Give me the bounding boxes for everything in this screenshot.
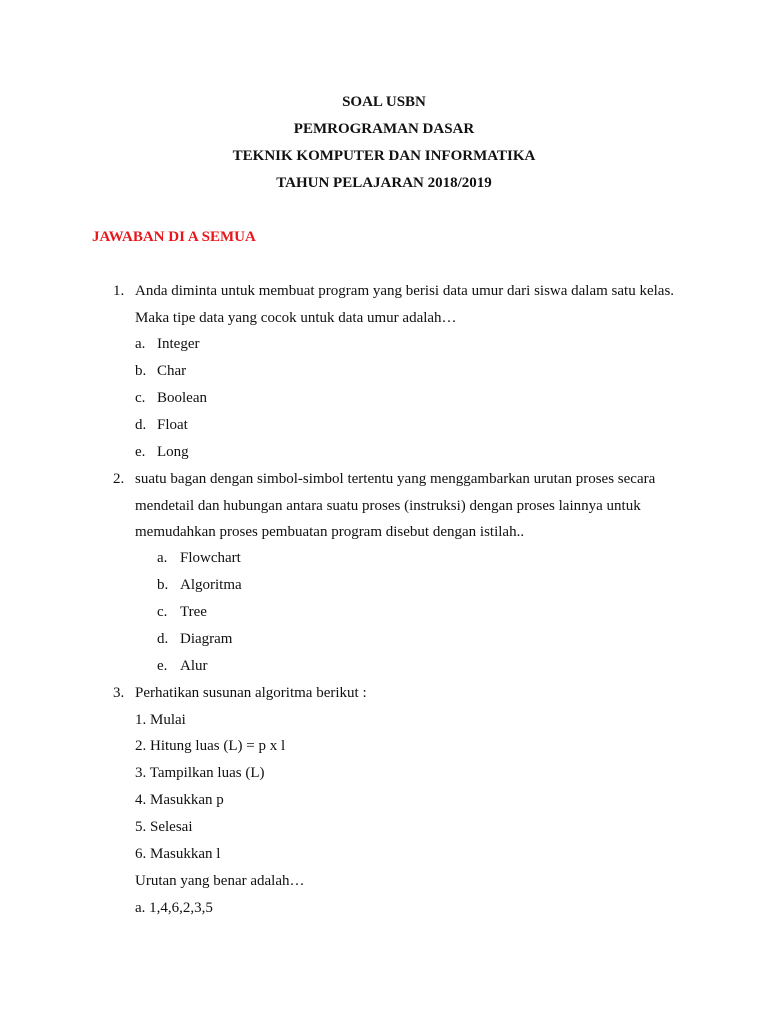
option-letter: d.	[135, 417, 147, 433]
option-letter: c.	[157, 604, 168, 620]
option-letter: a.	[157, 550, 168, 566]
option-text: Tree	[180, 604, 207, 620]
option-text: Float	[157, 417, 188, 433]
option-text: Integer	[157, 336, 200, 352]
option-text: Flowchart	[180, 550, 241, 566]
algorithm-step: 5. Selesai	[135, 819, 193, 835]
option-letter: c.	[135, 390, 146, 406]
answer-note: JAWABAN DI A SEMUA	[92, 229, 256, 245]
algorithm-step: 1. Mulai	[135, 712, 186, 728]
option-text: Algoritma	[180, 577, 242, 593]
question-text-line: Anda diminta untuk membuat program yang berisi data umur dari siswa dalam satu kelas.	[135, 283, 675, 299]
doc-title-year: TAHUN PELAJARAN 2018/2019	[276, 175, 492, 191]
algorithm-step: 6. Masukkan l	[135, 846, 221, 862]
question-text-line: suatu bagan dengan simbol-simbol tertentu yang menggambarkan urutan proses secara	[135, 471, 656, 487]
option-letter: e.	[135, 444, 146, 460]
algorithm-step: 2. Hitung luas (L) = p x l	[135, 738, 286, 754]
option-text: Char	[157, 363, 187, 379]
option-letter: b.	[157, 577, 169, 593]
doc-title-subject: PEMROGRAMAN DASAR	[293, 121, 475, 137]
algorithm-step: 4. Masukkan p	[135, 792, 224, 808]
doc-title-soal-usbn: SOAL USBN	[342, 94, 426, 110]
option-text: Alur	[180, 658, 208, 674]
option-letter: d.	[157, 631, 169, 647]
doc-title-department: TEKNIK KOMPUTER DAN INFORMATIKA	[232, 148, 536, 164]
option-text: Boolean	[157, 390, 207, 406]
question-text-line: memudahkan proses pembuatan program disebut dengan istilah..	[135, 524, 525, 540]
question-number: 2.	[113, 471, 125, 487]
question-text-line: Perhatikan susunan algoritma berikut :	[135, 685, 367, 701]
question-text-line: Maka tipe data yang cocok untuk data umur adalah…	[135, 310, 457, 326]
question-prompt: Urutan yang benar adalah…	[135, 873, 305, 889]
question-text-line: mendetail dan hubungan antara suatu proses (instruksi) dengan proses lainnya untuk	[135, 498, 641, 514]
algorithm-step: 3. Tampilkan luas (L)	[135, 765, 265, 781]
question-number: 3.	[113, 685, 125, 701]
option-letter: e.	[157, 658, 168, 674]
option-text: Diagram	[180, 631, 233, 647]
option-letter: b.	[135, 363, 147, 379]
option-letter: a.	[135, 336, 146, 352]
option-text: Long	[157, 444, 189, 460]
option-text: a. 1,4,6,2,3,5	[135, 900, 213, 916]
question-number: 1.	[113, 283, 125, 299]
